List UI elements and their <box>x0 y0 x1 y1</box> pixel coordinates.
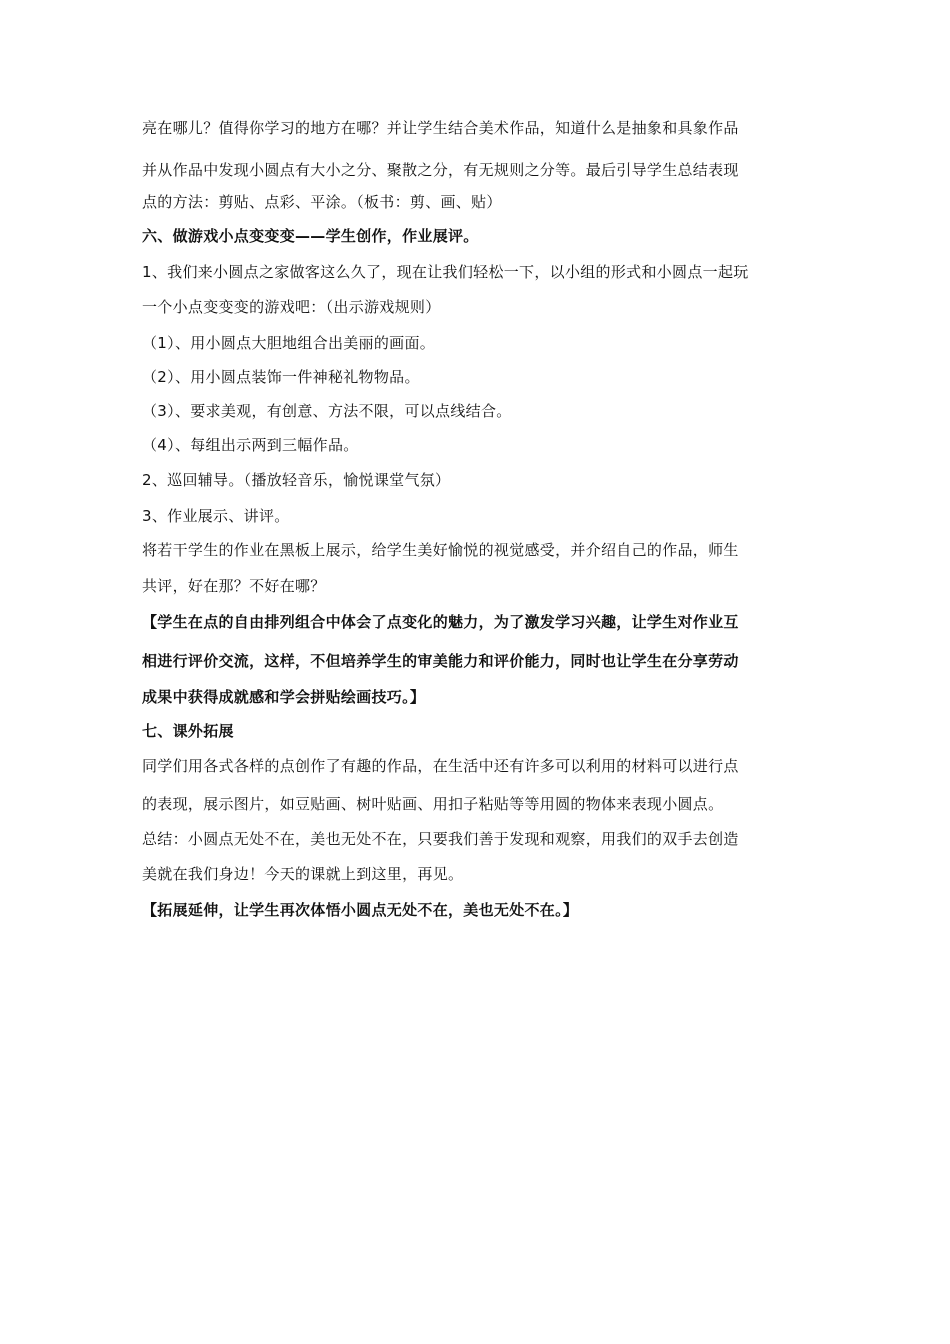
text-line: 总结：小圆点无处不在，美也无处不在，只要我们善于发现和观察，用我们的双手去创造 <box>142 830 739 848</box>
text-line: 并从作品中发现小圆点有大小之分、聚散之分，有无规则之分等。最后引导学生总结表现 <box>142 161 739 179</box>
text-line: 1、我们来小圆点之家做客这么久了，现在让我们轻松一下，以小组的形式和小圆点一起玩 <box>142 263 749 281</box>
annotation-line: 【拓展延伸，让学生再次体悟小圆点无处不在，美也无处不在。】 <box>142 901 579 919</box>
text-line: 3、作业展示、讲评。 <box>142 507 290 525</box>
list-item: （1）、用小圆点大胆地组合出美丽的画面。 <box>142 334 436 352</box>
text-line: 一个小点变变变的游戏吧：（出示游戏规则） <box>142 298 441 316</box>
list-item: （3）、要求美观，有创意、方法不限，可以点线结合。 <box>142 402 512 420</box>
text-line: 亮在哪儿？值得你学习的地方在哪？并让学生结合美术作品，知道什么是抽象和具象作品 <box>142 119 739 137</box>
text-line: 共评，好在那？不好在哪？ <box>142 577 326 595</box>
annotation-line: 成果中获得成就感和学会拼贴绘画技巧。】 <box>142 688 426 706</box>
annotation-line: 【学生在点的自由排列组合中体会了点变化的魅力，为了激发学习兴趣，让学生对作业互 <box>142 613 739 631</box>
text-line: 同学们用各式各样的点创作了有趣的作品，在生活中还有许多可以利用的材料可以进行点 <box>142 757 739 775</box>
text-line: 点的方法：剪贴、点彩、平涂。（板书：剪、画、贴） <box>142 193 502 211</box>
annotation-line: 相进行评价交流，这样，不但培养学生的审美能力和评价能力，同时也让学生在分享劳动 <box>142 652 739 670</box>
text-line: 2、巡回辅导。（播放轻音乐，愉悦课堂气氛） <box>142 471 451 489</box>
list-item: （4）、每组出示两到三幅作品。 <box>142 436 359 454</box>
list-item: （2）、用小圆点装饰一件神秘礼物物品。 <box>142 368 420 386</box>
section-heading: 六、做游戏小点变变变——学生创作，作业展评。 <box>142 227 479 245</box>
text-line: 将若干学生的作业在黑板上展示，给学生美好愉悦的视觉感受，并介绍自己的作品，师生 <box>142 541 739 559</box>
text-line: 美就在我们身边！今天的课就上到这里，再见。 <box>142 865 464 883</box>
text-line: 的表现，展示图片，如豆贴画、树叶贴画、用扣子粘贴等等用圆的物体来表现小圆点。 <box>142 795 724 813</box>
section-heading: 七、课外拓展 <box>142 722 234 740</box>
